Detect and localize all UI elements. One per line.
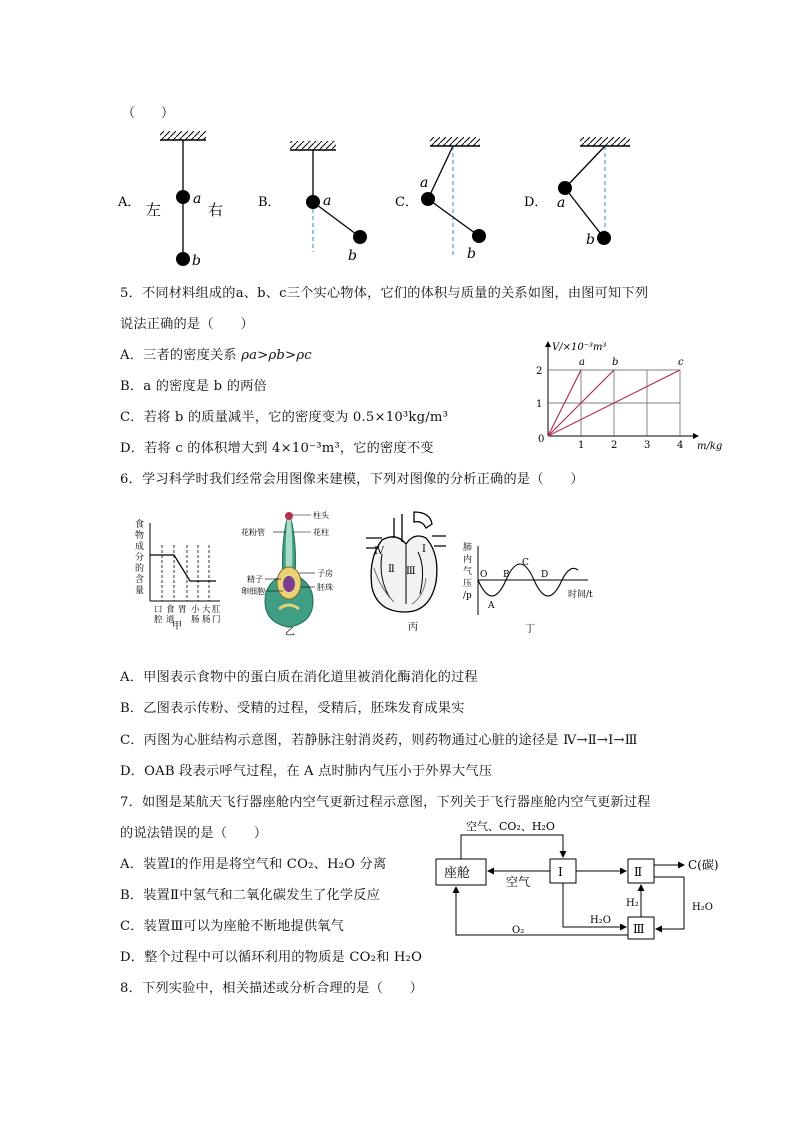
- svg-text:C．: C．: [395, 195, 418, 210]
- q5-origin: 0: [538, 434, 545, 445]
- q7-option-d: D．整个过程中可以循环利用的物质是 CO₂和 H₂O: [120, 950, 423, 965]
- svg-text:肠: 肠: [191, 615, 200, 625]
- svg-text:H₂O: H₂O: [590, 915, 611, 926]
- svg-text:b: b: [467, 246, 476, 262]
- q6-option-d: D．OAB 段表示呼气过程，在 A 点时肺内气压小于外界大气压: [120, 764, 493, 779]
- q5-stem-line2: 说法正确的是（ ）: [120, 317, 254, 332]
- q6-option-c: C．丙图为心脏结构示意图，若静脉注射消炎药，则药物通过心脏的途径是 Ⅳ→Ⅱ→Ⅰ→Ⅲ: [120, 733, 638, 748]
- svg-text:a: a: [323, 193, 332, 209]
- q7-cabin: 座舱: [444, 866, 471, 881]
- svg-text:肛: 肛: [212, 605, 221, 615]
- q5-xtick: 4: [677, 440, 684, 451]
- svg-text:空气、CO₂、H₂O: 空气、CO₂、H₂O: [466, 820, 555, 833]
- svg-text:子房: 子房: [317, 569, 333, 578]
- svg-text:门: 门: [212, 615, 221, 625]
- q8-stem: 8．下列实验中，相关描述或分析合理的是（ ）: [120, 981, 424, 996]
- q6-yi-caption: 乙: [285, 627, 295, 638]
- q7-option-a: A．装置Ⅰ的作用是将空气和 CO₂、H₂O 分离: [120, 857, 387, 872]
- svg-text:C: C: [522, 558, 529, 568]
- svg-text:a: a: [557, 195, 566, 211]
- svg-text:A．: A．: [118, 195, 141, 210]
- q5-xtick: 1: [578, 440, 585, 451]
- q6-ding-caption: 丁: [525, 624, 535, 635]
- q7-stem-line2: 的说法错误的是（ ）: [120, 826, 268, 841]
- svg-text:a: a: [420, 175, 429, 191]
- svg-text:食: 食: [166, 605, 175, 615]
- svg-text:柱头: 柱头: [313, 511, 329, 520]
- svg-text:Ⅲ: Ⅲ: [406, 566, 416, 577]
- svg-text:/p: /p: [463, 591, 472, 601]
- svg-text:C(碳): C(碳): [688, 858, 719, 872]
- ball-b: [176, 252, 190, 266]
- svg-text:b: b: [348, 248, 357, 264]
- q5-xtick: 2: [611, 440, 618, 451]
- q6-jia-figure: [132, 515, 222, 635]
- q5-series-label-a: a: [579, 357, 585, 368]
- svg-text:气: 气: [463, 567, 473, 577]
- svg-text:内: 内: [463, 555, 473, 565]
- svg-text:成: 成: [135, 542, 145, 552]
- svg-text:道: 道: [166, 615, 175, 625]
- svg-text:的: 的: [135, 564, 145, 574]
- svg-text:H₂O: H₂O: [692, 902, 713, 913]
- svg-text:a: a: [193, 191, 202, 207]
- q7-option-b: B．装置Ⅱ中氢气和二氧化碳发生了化学反应: [120, 888, 381, 903]
- svg-text:时间/t: 时间/t: [568, 590, 593, 600]
- q5-density-chart: [530, 338, 725, 456]
- svg-text:O: O: [480, 570, 488, 580]
- q6-yi-flower-figure: [235, 505, 355, 640]
- q6-option-a: A．甲图表示食物中的蛋白质在消化道里被消化酶消化的过程: [120, 670, 478, 685]
- q5-xlabel: m/kg: [697, 441, 723, 452]
- q6-jia-caption: 甲: [172, 621, 182, 632]
- q5-ytick: 1: [536, 399, 543, 410]
- q6-option-b: B．乙图表示传粉、受精的过程，受精后，胚珠发育成果实: [120, 701, 465, 716]
- q4-option-a-figure: [117, 131, 223, 269]
- q4-paren: （ ）: [122, 106, 175, 121]
- q5-series-label-b: b: [612, 357, 619, 368]
- q5-option-b: B．a 的密度是 b 的两倍: [120, 379, 267, 394]
- q4-option-c-figure: [395, 137, 486, 262]
- svg-text:O₂: O₂: [512, 925, 525, 936]
- svg-text:D: D: [541, 570, 549, 580]
- svg-text:Ⅱ: Ⅱ: [634, 865, 643, 879]
- svg-text:Ⅰ: Ⅰ: [558, 865, 563, 879]
- svg-text:卵细胞: 卵细胞: [241, 587, 265, 596]
- svg-text:压: 压: [463, 579, 473, 589]
- q5-stem-line1: 5．不同材料组成的a、b、c三个实心物体，它们的体积与质量的关系如图，由图可知下列: [120, 286, 649, 301]
- q7-option-c: C．装置Ⅲ可以为座舱不断地提供氧气: [120, 919, 345, 934]
- q7-stem-line1: 7．如图是某航天飞行器座舱内空气更新过程示意图，下列关于飞行器座舱内空气更新过程: [120, 795, 651, 810]
- svg-text:胚珠: 胚珠: [317, 583, 333, 592]
- q5-xtick: 3: [644, 440, 651, 451]
- svg-text:右: 右: [208, 201, 224, 219]
- svg-text:精子: 精子: [247, 575, 263, 584]
- ball-a: [176, 190, 190, 204]
- svg-text:b: b: [586, 232, 595, 248]
- svg-text:B: B: [503, 570, 510, 580]
- svg-text:空气: 空气: [506, 875, 531, 889]
- svg-text:分: 分: [135, 553, 145, 563]
- svg-text:肺: 肺: [463, 543, 473, 553]
- q6-bing-heart-figure: [360, 508, 450, 638]
- q4-option-d-figure: [524, 137, 630, 248]
- q6-ding-figure: [460, 540, 610, 640]
- svg-text:大: 大: [202, 605, 211, 615]
- q5-ytick: 2: [536, 366, 543, 377]
- svg-text:D．: D．: [524, 195, 548, 210]
- q6-stem: 6．学习科学时我们经常会用图像来建模，下列对图像的分析正确的是（ ）: [120, 472, 584, 487]
- svg-text:Ⅱ: Ⅱ: [388, 564, 395, 575]
- svg-text:量: 量: [135, 586, 145, 596]
- svg-text:口: 口: [154, 605, 163, 615]
- svg-text:b: b: [192, 253, 201, 269]
- svg-text:花粉管: 花粉管: [241, 528, 265, 537]
- svg-text:肠: 肠: [202, 615, 211, 625]
- svg-text:Ⅳ: Ⅳ: [374, 546, 384, 557]
- q4-pendulum-figures: [110, 125, 670, 275]
- q5-option-a: A．三者的密度关系 ρa>ρb>ρc: [120, 348, 312, 363]
- svg-text:小: 小: [191, 605, 200, 615]
- svg-text:物: 物: [135, 531, 145, 541]
- q5-series-label-c: c: [678, 357, 684, 368]
- q5-ylabel: V/×10⁻³m³: [552, 342, 607, 353]
- svg-text:左: 左: [146, 201, 162, 219]
- svg-text:A: A: [488, 601, 495, 611]
- q4-option-b-figure: [258, 141, 367, 264]
- q5-option-d: D．若将 c 的体积增大到 4×10⁻³m³，它的密度不变: [120, 441, 434, 456]
- svg-text:B．: B．: [258, 195, 281, 210]
- q7-air-cycle-diagram: [430, 815, 730, 945]
- svg-text:含: 含: [135, 575, 145, 585]
- svg-text:Ⅰ: Ⅰ: [422, 544, 426, 555]
- svg-text:腔: 腔: [154, 615, 163, 625]
- q6-bing-caption: 丙: [408, 622, 418, 633]
- svg-text:胃: 胃: [178, 605, 187, 615]
- q5-option-c: C．若将 b 的质量减半，它的密度变为 0.5×10³kg/m³: [120, 410, 449, 425]
- svg-text:H₂: H₂: [626, 898, 639, 909]
- svg-text:食: 食: [135, 520, 145, 530]
- svg-text:花柱: 花柱: [313, 528, 329, 537]
- svg-text:Ⅲ: Ⅲ: [633, 922, 645, 936]
